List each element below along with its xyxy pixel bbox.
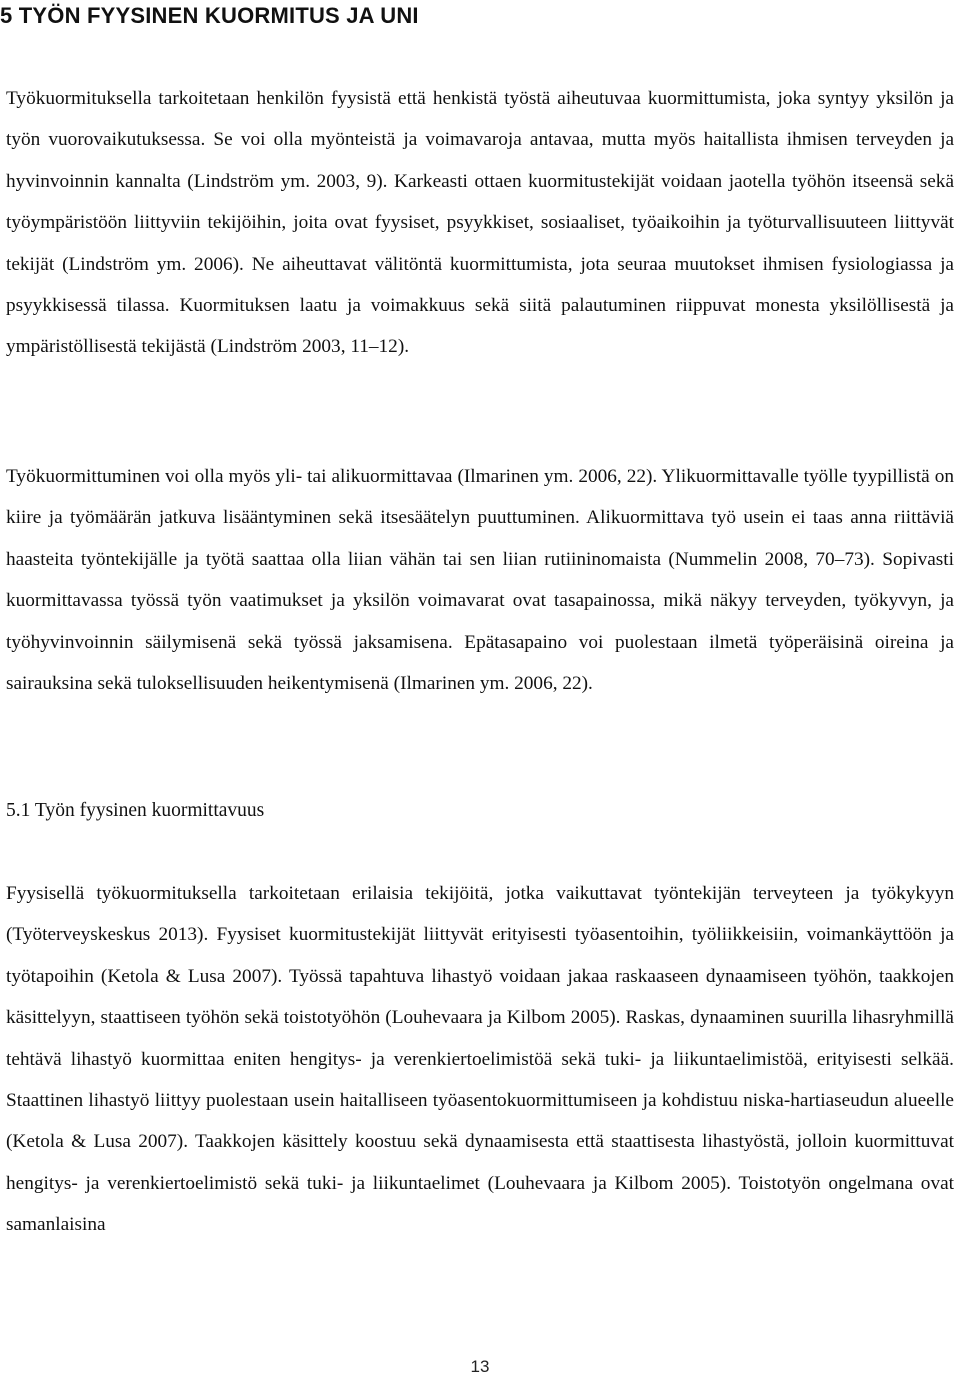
- chapter-heading: 5 TYÖN FYYSINEN KUORMITUS JA UNI: [0, 3, 419, 28]
- body-paragraph: Fyysisellä työkuormituksella tarkoitetaan erilaisia tekijöitä, jotka vaikuttavat työntekijän terveyteen ja työkykyyn (Työterveyskeskus 2013). Fyysiset kuormitustekijät liittyvät erityisesti työasentoihin, työliikkeisiin, voimankäyttöön ja työtapoihin (Ketola & Lusa 2007). Työssä tapahtuva lihastyö voidaan jakaa raskaaseen dynaamiseen työhön, taakkojen käsittelyyn, staattiseen työhön sekä toistotyöhön (Louhevaara ja Kilbom 2005). Raskas, dynaaminen suurilla lihasryhmillä tehtävä lihastyö kuormittaa eniten hengitys- ja verenkiertoelimistöä sekä tuki- ja liikuntaelimistöä, erityisesti selkää. Staattinen lihastyö liittyy puolestaan usein haitalliseen työasentokuormittumiseen ja kohdistuu niska-hartiaseudun alueelle (Ketola & Lusa 2007). Taakkojen käsittely koostuu sekä dynaamisesta että staattisesta lihastyöstä, jolloin kuormittuvat hengitys- ja verenkiertoelimistö sekä tuki- ja liikuntaelimet (Louhevaara ja Kilbom 2005). Toistotyön ongelmana ovat samanlaisina: [6, 883, 954, 1236]
- body-paragraph: Työkuormittuminen voi olla myös yli- tai alikuormittavaa (Ilmarinen ym. 2006, 22). Ylikuormittavalle työlle tyypillistä on kiire ja työmäärän jatkuva lisääntyminen sekä itsesäätelyn puuttuminen. Alikuormittava työ usein ei taas anna riittäviä haasteita työntekijälle ja työtä saattaa olla liian vähän tai sen liian rutiininomaista (Nummelin 2008, 70–73). Sopivasti kuormittavassa työssä työn vaatimukset ja yksilön voimavarat ovat tasapainossa, mikä näkyy terveyden, työkyvyn, ja työhyvinvoinnin säilymisenä sekä työssä jaksamisena. Epätasapaino voi puolestaan ilmetä työperäisinä oireina ja sairauksina sekä tuloksellisuuden heikentymisenä (Ilmarinen ym. 2006, 22).: [6, 466, 954, 695]
- page-number: 13: [470, 1357, 490, 1376]
- section-heading: 5.1 Työn fyysinen kuormittavuus: [6, 800, 265, 821]
- body-paragraph: Työkuormituksella tarkoitetaan henkilön fyysistä että henkistä työstä aiheutuvaa kuormittumista, joka syntyy yksilön ja työn vuorovaikutuksessa. Se voi olla myönteistä ja voimavaroja antavaa, mutta myös haitallista ihmisen terveyden ja hyvinvoinnin kannalta (Lindström ym. 2003, 9). Karkeasti ottaen kuormitustekijät voidaan jaotella työhön itseensä sekä työympäristöön liittyviin tekijöihin, joita ovat fyysiset, psyykkiset, sosiaaliset, työaikoihin ja työturvallisuuteen liittyvät tekijät (Lindström ym. 2006). Ne aiheuttavat välitöntä kuormittumista, jota seuraa muutokset ihmisen fysiologiassa ja psyykkisessä tilassa. Kuormituksen laatu ja voimakkuus sekä siitä palautuminen riippuvat monesta yksilöllisestä ja ympäristöllisestä tekijästä (Lindström 2003, 11–12).: [6, 88, 954, 358]
